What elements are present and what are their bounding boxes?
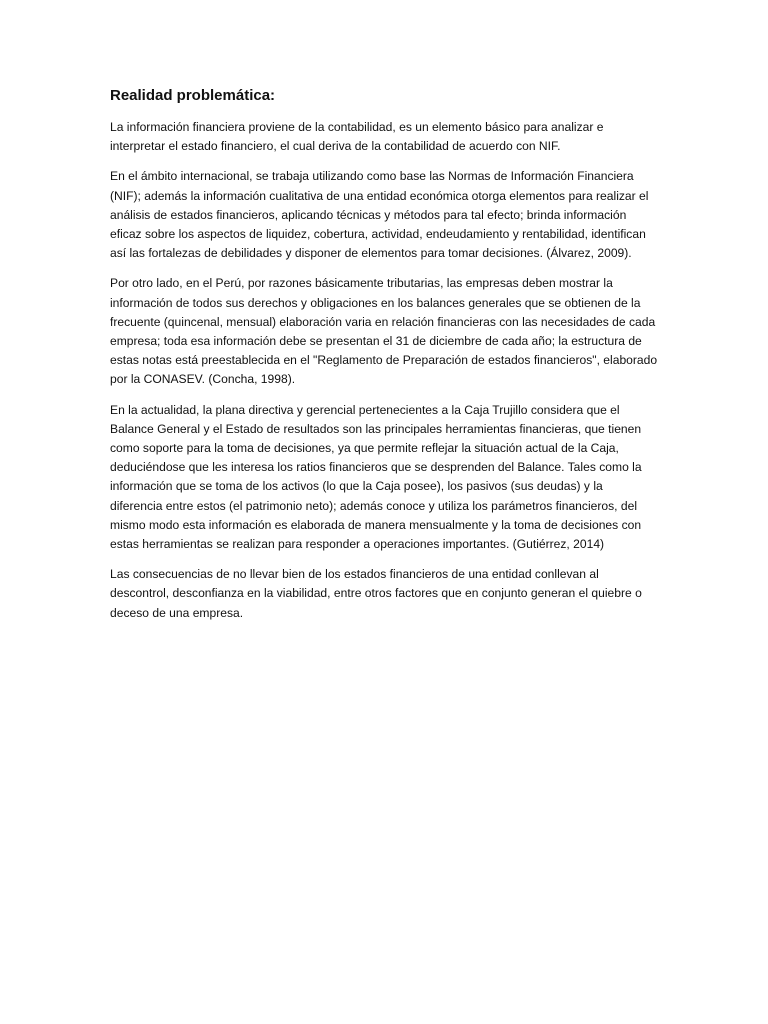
paragraph-intro: La información financiera proviene de la contabilidad, es un elemento básico para analizar e interpretar el estado financiero, el cual deriva de la contabilidad de acuerdo con NIF. bbox=[110, 120, 604, 154]
paragraph-consequences: Las consecuencias de no llevar bien de los estados financieros de una entidad conllevan al descontrol, desconfianza en la viabilidad, entre otros factores que en conjunto generan el quiebre o deceso de una empresa. bbox=[110, 567, 642, 620]
paragraph-caja-trujillo: En la actualidad, la plana directiva y gerencial pertenecientes a la Caja Trujillo considera que el Balance General y el Estado de resultados son las principales herramientas financieras, que tienen como soporte para la toma de decisiones, ya que permite reflejar la situación actual de la Caja, deduciéndose que les interesa los ratios financieros que se desprenden del Balance. Tales como la información que se toma de los activos (lo que la Caja posee), los pasivos (sus deudas) y la diferencia entre estos (el patrimonio neto); además conoce y utiliza los parámetros financieros, del mismo modo esta información es elaborada de manera mensualmente y la toma de decisiones con estas herramientas se realizan para responder a operaciones importantes. (Gutiérrez, 2014) bbox=[110, 402, 642, 552]
section-heading: Realidad problemática: bbox=[110, 87, 276, 104]
paragraph-international: En el ámbito internacional, se trabaja utilizando como base las Normas de Información Financiera (NIF); además la información cualitativa de una entidad económica otorga elementos para realizar el análisis de estados financieros, aplicando técnicas y métodos para tal efecto; brinda información eficaz sobre los aspectos de liquidez, cobertura, actividad, endeudamiento y rentabilidad, identifican así las fortalezas de debilidades y disponer de elementos para tomar decisiones. (Álvarez, 2009). bbox=[110, 169, 649, 261]
paragraph-peru: Por otro lado, en el Perú, por razones básicamente tributarias, las empresas deben mostrar la información de todos sus derechos y obligaciones en los balances generales que se obtienen de la frecuente (quincenal, mensual) elaboración varia en relación financieras con las necesidades de cada empresa; toda esa información debe se presentan el 31 de diciembre de cada año; la estructura de estas notas está preestablecida en el "Reglamento de Preparación de estados financieros", elaborado por la CONASEV. (Concha, 1998). bbox=[110, 276, 658, 387]
document-body bbox=[110, 86, 658, 634]
